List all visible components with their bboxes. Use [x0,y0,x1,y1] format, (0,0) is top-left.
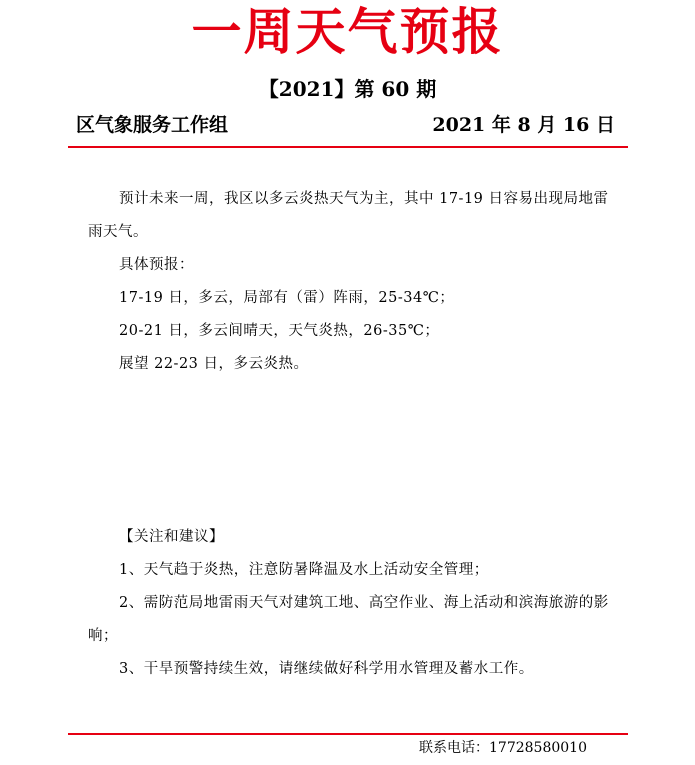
issue-date: 2021 年 8 月 16 日 [432,114,615,136]
advice-item: 2、需防范局地雷雨天气对建筑工地、高空作业、海上活动和滨海旅游的影响； [88,595,609,644]
forecast-details-heading: 具体预报： [119,257,194,273]
advice-item: 3、干旱预警持续生效，请继续做好科学用水管理及蓄水工作。 [119,661,534,677]
contact-phone: 联系电话：17728580010 [419,740,587,756]
department-name: 区气象服务工作组 [76,114,229,136]
advice-section [88,521,618,686]
footer-divider [68,733,628,735]
header-divider [68,146,628,148]
forecast-item: 17-19 日，多云，局部有（雷）阵雨，25-34℃； [119,290,455,306]
document-title: 一周天气预报 [191,2,504,61]
forecast-section [88,183,618,381]
forecast-item: 展望 22-23 日，多云炎热。 [119,356,309,372]
forecast-item: 20-21 日，多云间晴天，天气炎热，26-35℃； [119,323,440,339]
advice-item: 1、天气趋于炎热，注意防暑降温及水上活动安全管理； [119,562,489,578]
issue-number: 【2021】第 60 期 [258,77,437,101]
advice-heading: 【关注和建议】 [119,529,224,545]
forecast-intro: 预计未来一周，我区以多云炎热天气为主，其中 17-19 日容易出现局地雷雨天气。 [88,191,609,240]
